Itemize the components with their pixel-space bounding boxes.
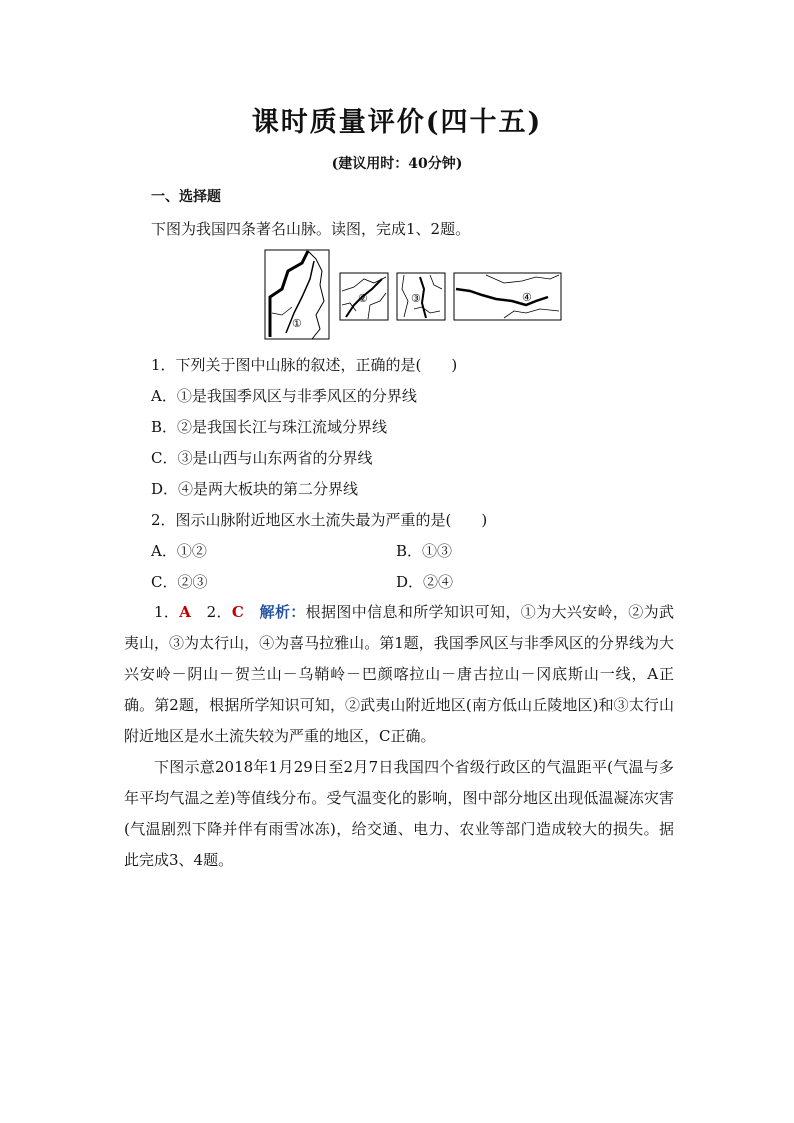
- question-2-option-b: B．①③: [396, 542, 453, 560]
- page-title: 课时质量评价(四十五): [251, 107, 543, 138]
- question-1-option-d: D．④是两大板块的第二分界线: [151, 480, 359, 498]
- answer-1-prefix: 1．: [154, 603, 180, 621]
- map-3: [397, 273, 445, 320]
- explanation-text-2: 武夷山，③为太行山，④为喜马拉雅山。第1题，我国季风区与非季风区的分界线为大兴安岭－阴山－贺兰山－乌鞘岭－巴颜喀拉山－唐古拉山－冈底斯山一线，A正确。第2题，根据所学知识可知，②武夷山附近地区(南方低山丘陵地区)和③太行山附近地区是水土流失较为严重的地区，C正确。: [124, 603, 674, 745]
- answer-explanation: [124, 597, 674, 752]
- question-1-option-c: C．③是山西与山东两省的分界线: [151, 449, 373, 467]
- intro-text-2: 下图示意2018年1月29日至2月7日我国四个省级行政区的气温距平(气温与多年平均气温之差)等值线分布。受气温变化的影响，图中部分地区出现低温凝冻灾害(气温剧烈下降并伴有雨雪冰冻)，给交通、电力、农业等部门造成较大的损失。据此完成3、4题。: [124, 758, 674, 869]
- map-4-mark: ④: [522, 291, 532, 304]
- question-2-stem: 2．图示山脉附近地区水土流失最为严重的是( ): [151, 511, 488, 529]
- page-subtitle: (建议用时：40分钟): [331, 156, 463, 172]
- question-2-option-c: C．②③: [151, 573, 208, 591]
- explanation-text-1: 根据图中信息和所学知识可知，①为大兴安岭，②为: [305, 603, 659, 621]
- intro-text-2-block: [124, 752, 674, 876]
- section-heading: 一、选择题: [151, 189, 221, 205]
- question-1-stem: 1．下列关于图中山脉的叙述，正确的是( ): [151, 356, 458, 374]
- map-1: [265, 250, 329, 339]
- question-1-option-b: B．②是我国长江与珠江流域分界线: [151, 418, 388, 436]
- map-4: [454, 273, 561, 320]
- map-2: [340, 273, 388, 320]
- map-1-mark: ①: [292, 317, 302, 330]
- mountain-maps-figure: [264, 249, 564, 341]
- question-2-option-d: D．②④: [396, 573, 454, 591]
- question-1-option-a: A．①是我国季风区与非季风区的分界线: [151, 387, 417, 405]
- intro-text-1: 下图为我国四条著名山脉。读图，完成1、2题。: [151, 220, 471, 238]
- question-2-option-a: A．①②: [151, 542, 207, 560]
- map-3-mark: ③: [411, 292, 421, 305]
- map-2-mark: ②: [358, 292, 368, 305]
- answer-paragraph: [124, 597, 674, 752]
- answer-2-prefix: 2．: [190, 603, 232, 621]
- explanation-label: 解析：: [243, 603, 306, 621]
- answer-1: A: [179, 603, 191, 621]
- answer-2: C: [231, 603, 244, 621]
